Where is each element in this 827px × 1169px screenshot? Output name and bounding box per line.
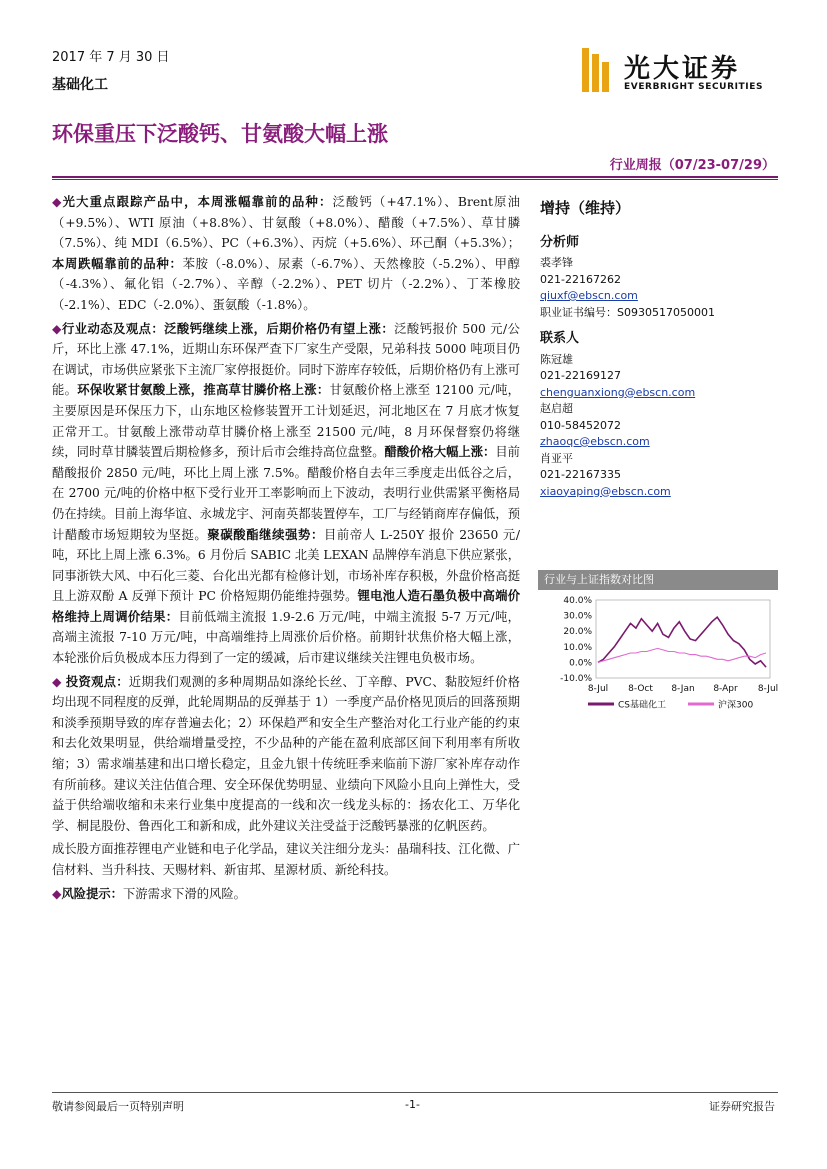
series-line <box>598 617 766 667</box>
contact-heading: 联系人 <box>540 331 580 346</box>
x-tick-label: 8-Jul <box>757 684 778 694</box>
report-type: 行业周报（07/23-07/29） <box>609 158 775 173</box>
page-number: -1- <box>405 1098 420 1111</box>
diamond-bullet-icon: ◆ <box>52 195 63 209</box>
diamond-bullet-icon: ◆ <box>52 674 62 689</box>
investment-text: 近期我们观测的多种周期品如涤纶长丝、丁辛醇、PVC、黏胶短纤价格均出现不同程度的反弹，此轮周期品的反弹基于 1）一季度产品价格见顶后的回落预期和淡季预期导致的库存普遍去化；2）环保趋严和安全生产整治对化工行业产能的约束和去化效果明显，供给端增量受控，不少品种的产能在盈利底部区间下利用率有所收缩；3）需求端基建和出口增长稳定，且金九银十传统旺季来临前下游厂家补库存动作有所前移。建议关注估值合理、安全环保优势明显、业绩向下风险小且向上弹性大，受益于供给端收缩和未来行业集中度提高的一线和次一线龙头标的：扬农化工、万华化学、桐昆股份、鲁西化工和新和成，此外建议关注受益于泛酸钙暴涨的亿帆医药。 <box>52 674 520 833</box>
paragraph-investment <box>52 672 520 837</box>
contact-phone: 010-58452072 <box>540 418 621 432</box>
header-rule <box>52 176 778 178</box>
contact-name: 肖亚平 <box>540 451 573 465</box>
logo-mark-icon <box>578 48 612 92</box>
everbright-logo <box>578 46 778 98</box>
glycine-heading: 环保收紧甘氨酸上涨，推高草甘膦价格上涨： <box>77 382 330 398</box>
chart-svg <box>538 594 778 720</box>
logo-text-en: EVERBRIGHT SECURITIES <box>624 82 764 92</box>
industry-heading: 行业动态及观点：泛酸钙继续上涨，后期价格仍有望上涨： <box>61 320 395 336</box>
contact-email-link[interactable]: xiaoyaping@ebscn.com <box>540 484 671 498</box>
footer-rule <box>52 1092 778 1093</box>
analyst-email-link[interactable]: qiuxf@ebscn.com <box>540 289 638 302</box>
products-down-heading: 本周跌幅靠前的品种： <box>52 255 183 271</box>
diamond-bullet-icon: ◆ <box>52 886 62 901</box>
analyst-cert: 职业证书编号：S0930517050001 <box>540 305 715 319</box>
contact-phone: 021-22167335 <box>540 468 621 481</box>
report-date: 2017 年 7 月 30 日 <box>52 50 170 65</box>
industry-text-b: 甘氨酸价格上涨至 12100 元/吨，主要原因是环保压力下，山东地区检修装置开工计划延迟，河北地区在 7 月底才恢复正常开工。甘氨酸上涨带动草甘膦价格上涨至 21500 元/吨，8 月环保督察仍将继续，同时草甘膦装置后期检修多，预计后市会维持高位盘整。 <box>52 383 520 460</box>
products-down-text: 苯胺（-8.0%）、尿素（-6.7%）、天然橡胶（-5.2%）、甲醇（-4.3%）、氟化铝（-2.7%）、辛醇（-2.2%）、PET 切片（-2.2%）、丁苯橡胶（-2.1%）、EDC（-2.0%）、蛋氨酸（-1.8%）。 <box>52 256 520 312</box>
risk-text: 下游需求下滑的风险。 <box>122 886 246 901</box>
pc-heading: 聚碳酸酯继续强势： <box>207 526 324 542</box>
paragraph-products <box>52 192 520 316</box>
investment-heading: 投资观点： <box>65 673 129 689</box>
industry-text-d: 目前帝人 L-250Y 报价 23650 元/吨，环比上周上涨 6.3%。6 月份后 SABIC 北美 LEXAN 品牌停车消息下供应紧张，同事浙铁大风、中石化三菱、台化出光都有检修计划，市场补库存积极，外盘价格高挺且上游双酚 A 反弹下预计 PC 价格短期仍能维持强势。 <box>52 527 520 604</box>
plot-area <box>596 600 770 678</box>
x-tick-label: 8-Jul <box>587 684 609 694</box>
y-tick-label: 10.0% <box>563 642 592 653</box>
legend-label: 沪深300 <box>718 700 754 711</box>
sidebar <box>540 200 778 500</box>
footer-disclaimer: 敬请参阅最后一页特别声明 <box>52 1100 184 1113</box>
graphite-heading: 锂电池人造石墨负极中高端价格维持上周调价结果： <box>52 588 520 624</box>
diamond-bullet-icon: ◆ <box>52 321 62 336</box>
contact-name: 陈冠雄 <box>540 352 573 366</box>
products-up-text: 泛酸钙（+47.1%）、Brent原油（+9.5%）、WTI 原油（+8.8%）、甘氨酸（+8.0%）、醋酸（+7.5%）、草甘膦（7.5%）、纯 MDI（6.5%）、PC（+6.3%）、丙烷（+5.6%）、环己酮（+5.3%）； <box>52 195 520 251</box>
contact-name: 赵启超 <box>540 402 573 415</box>
chart-title: 行业与上证指数对比图 <box>538 570 778 590</box>
header-rule-thin <box>52 179 778 180</box>
paragraph-growth: 成长股方面推荐锂电产业链和电子化学品，建议关注细分龙头：晶瑞科技、江化微、广信材料、当升科技、天赐材料、新宙邦、星源材质、新纶科技。 <box>52 842 520 877</box>
report-title: 环保重压下泛酸钙、甘氨酸大幅上涨 <box>52 122 388 146</box>
contact-email-link[interactable]: chenguanxiong@ebscn.com <box>540 385 696 399</box>
products-heading: 光大重点跟踪产品中，本周涨幅靠前的品种： <box>62 194 333 209</box>
paragraph-risk <box>52 884 520 905</box>
y-tick-label: 0.0% <box>569 658 592 669</box>
series-line <box>598 648 766 662</box>
analyst-phone: 021-22167262 <box>540 272 621 286</box>
logo-text-cn: 光大证券 <box>624 54 741 84</box>
y-tick-label: 40.0% <box>563 596 592 606</box>
x-tick-label: 8-Jan <box>671 684 695 694</box>
acetic-heading: 醋酸价格大幅上涨： <box>384 444 496 460</box>
x-tick-label: 8-Oct <box>628 684 653 694</box>
industry-text-c: 目前醋酸报价 2850 元/吨，环比上周上涨 7.5%。醋酸价格自去年三季度走出低谷之后，在 2700 元/吨的价格中枢下受行业开工率影响而上下波动，表明行业供需紧平衡格局仍在持续。目前上海华谊、永城龙宇、河南英都装置停车，工厂与经销商库存偏低，预计醋酸市场短期较为坚挺。 <box>52 445 520 542</box>
main-body <box>52 192 520 907</box>
x-tick-label: 8-Apr <box>713 684 738 694</box>
analyst-heading: 分析师 <box>540 234 580 250</box>
y-tick-label: -10.0% <box>560 674 592 684</box>
footer-label: 证券研究报告 <box>709 1100 775 1113</box>
contact-email-link[interactable]: zhaoqc@ebscn.com <box>540 435 650 448</box>
industry-text-a: 泛酸钙报价 500 元/公斤，环比上涨 47.1%，近期山东环保严查下厂家生产受限，兄弟科技 5000 吨项目仍在调试，市场供应紧张下主流厂家停报挺价。同时下游库存较低，后期价格仍有上涨可能。 <box>52 321 520 398</box>
analyst-name: 裘孝锋 <box>540 256 573 269</box>
legend-label: CS基础化工 <box>618 700 666 711</box>
y-tick-label: 20.0% <box>563 627 592 638</box>
index-comparison-chart <box>538 570 778 720</box>
paragraph-industry <box>52 319 520 669</box>
rating: 增持（维持） <box>540 199 631 217</box>
industry-text-e: 目前低端主流报 1.9-2.6 万元/吨，中端主流报 5-7 万元/吨，高端主流报 7-10 万元/吨，中高端维持上周涨价后价格。前期针状焦价格大幅上涨，本轮涨价后负极成本压力得到了一定的缓减，后市建议继续关注锂电负极市场。 <box>52 609 520 666</box>
contact-phone: 021-22169127 <box>540 369 621 382</box>
sector-label: 基础化工 <box>52 77 108 93</box>
y-tick-label: 30.0% <box>563 611 592 622</box>
risk-heading: 风险提示： <box>61 885 123 901</box>
